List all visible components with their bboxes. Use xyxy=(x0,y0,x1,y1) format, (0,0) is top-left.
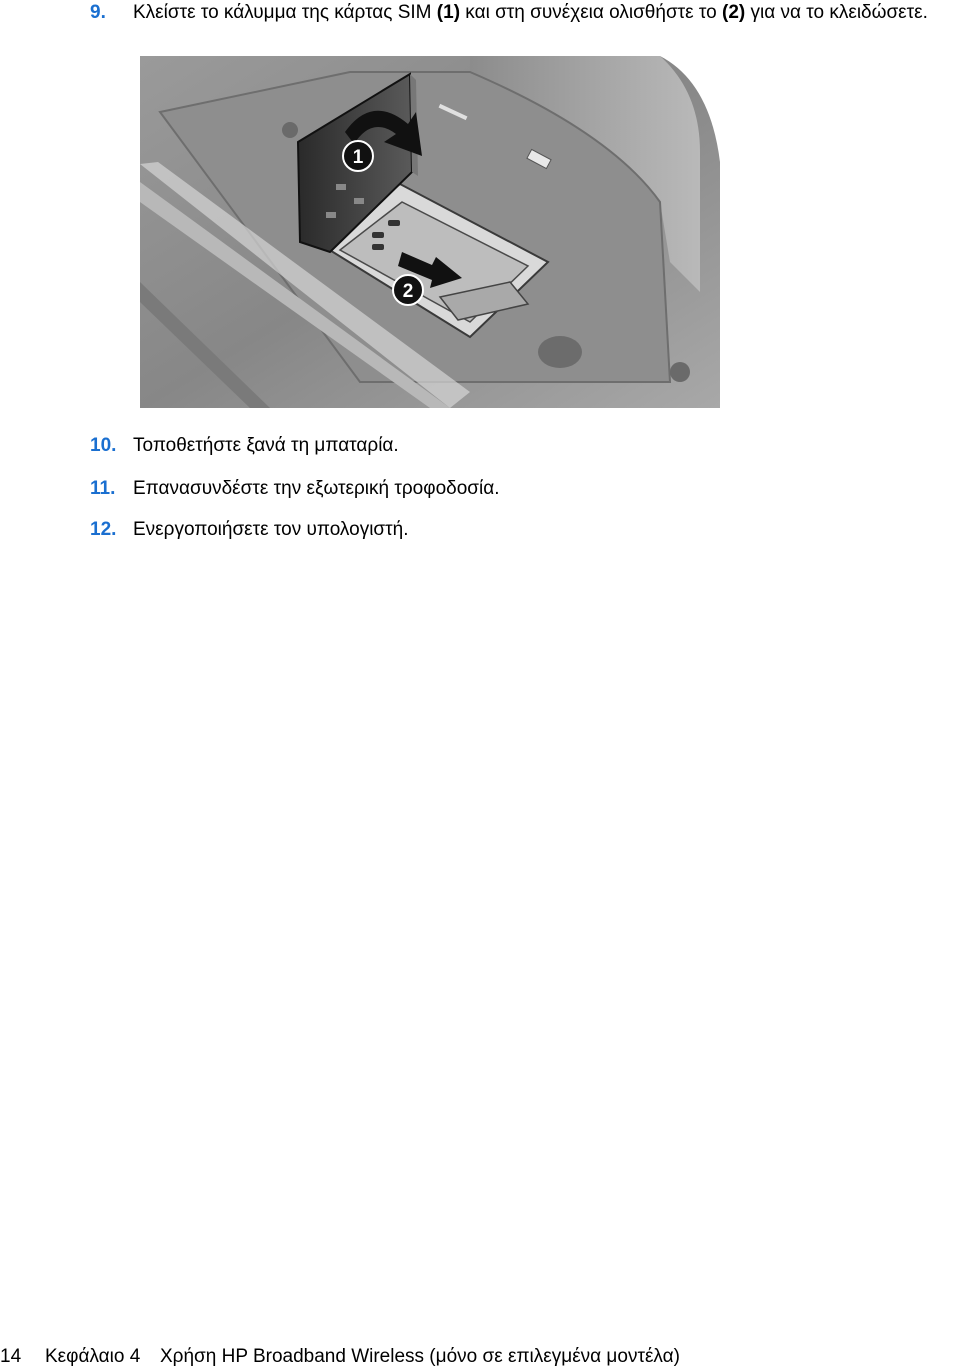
step-number: 9. xyxy=(90,2,106,23)
step-text-after: για να το κλειδώσετε. xyxy=(745,2,928,23)
step-number: 10. xyxy=(90,435,117,456)
step-number: 12. xyxy=(90,519,117,540)
sim-cover-illustration xyxy=(140,52,720,408)
chapter-label: Κεφάλαιο 4 xyxy=(45,1346,141,1367)
step-text xyxy=(133,1,928,25)
callout-2-label: 2 xyxy=(402,281,414,302)
sim-contact xyxy=(388,220,400,226)
step-number: 11. xyxy=(90,478,116,499)
step-text-middle: και στη συνέχεια ολισθήστε το xyxy=(460,2,723,23)
callout-ref-2: (2) xyxy=(722,2,746,23)
sim-cover-detail xyxy=(326,212,336,218)
page-number: 14 xyxy=(0,1346,22,1367)
step-text-before: Κλείστε το κάλυμμα της κάρτας SIM xyxy=(133,2,437,23)
sim-contact xyxy=(372,244,384,250)
chapter-title: Χρήση HP Broadband Wireless (μόνο σε επιλεγμένα μοντέλα) xyxy=(160,1346,680,1367)
step-text: Τοποθετήστε ξανά τη μπαταρία. xyxy=(133,435,399,456)
step-text: Επανασυνδέστε την εξωτερική τροφοδοσία. xyxy=(133,478,500,499)
case-screw xyxy=(670,362,690,382)
sim-cover-drawing xyxy=(140,52,720,408)
page-footer xyxy=(0,1346,960,1369)
step-text: Ενεργοποιήσετε τον υπολογιστή. xyxy=(133,519,409,540)
case-screw xyxy=(282,122,298,138)
callout-ref-1: (1) xyxy=(436,2,461,23)
sim-cover-detail xyxy=(336,184,346,190)
sim-contact xyxy=(372,232,384,238)
sim-cover-detail xyxy=(354,198,364,204)
case-bump xyxy=(538,336,582,368)
callout-1-label: 1 xyxy=(352,147,364,168)
